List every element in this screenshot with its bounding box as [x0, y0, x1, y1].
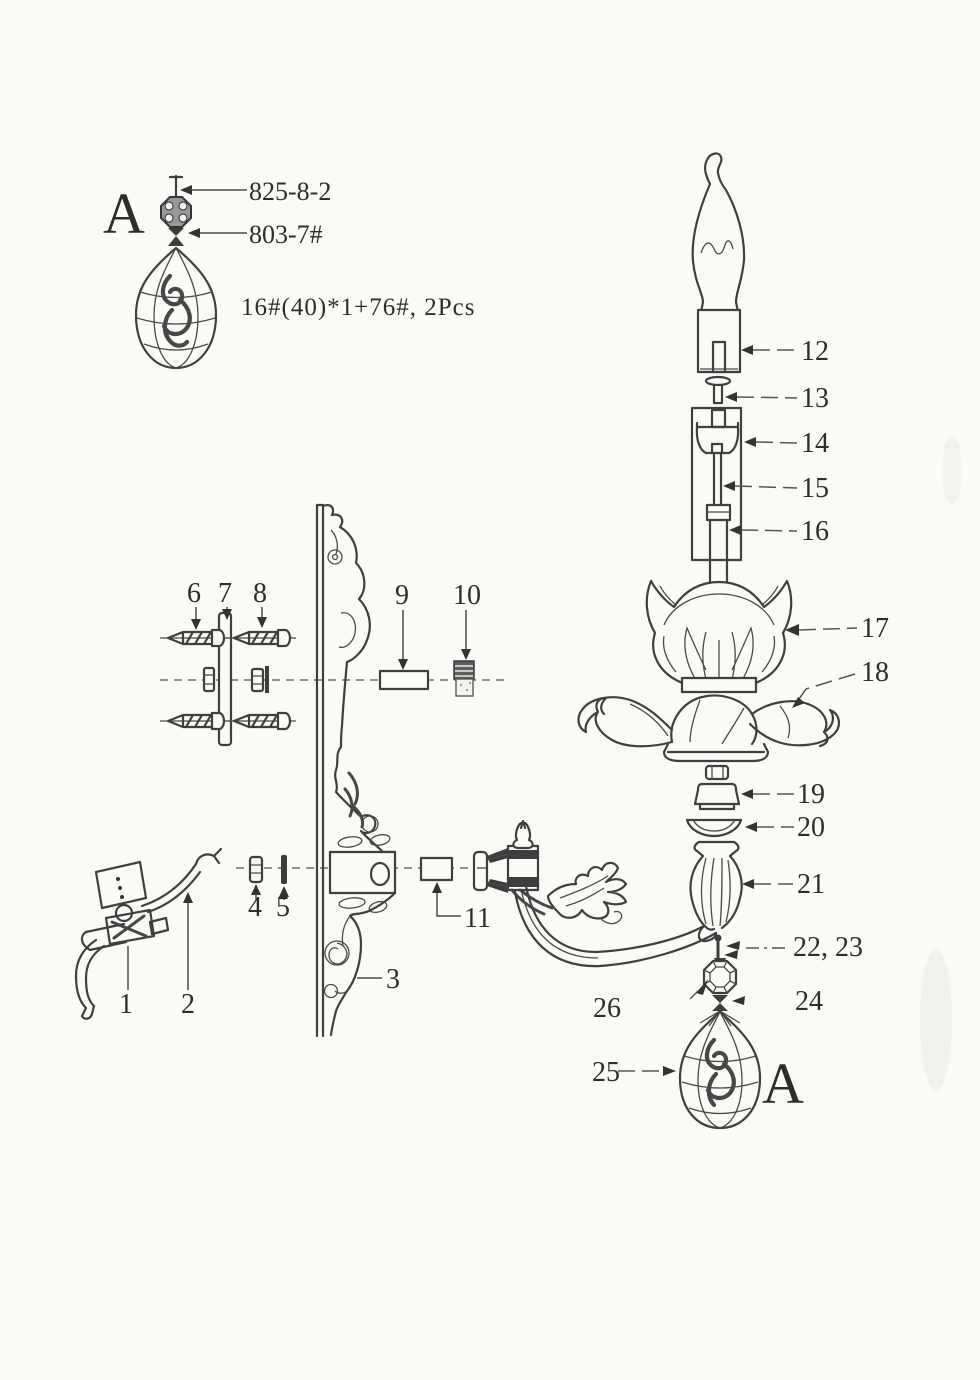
leader-line — [756, 442, 797, 443]
leader-line — [737, 397, 797, 398]
finial — [513, 821, 532, 848]
mount-block — [330, 852, 395, 893]
callout-25: 25 — [592, 1057, 620, 1088]
leader-21 — [742, 879, 793, 889]
vase-outline — [690, 842, 741, 930]
callout-2: 2 — [181, 989, 195, 1020]
cage-latitudes — [137, 292, 215, 350]
callout-14: 14 — [801, 428, 829, 459]
cap-dome — [695, 784, 739, 804]
screw-head — [706, 377, 730, 385]
scroll-detail — [329, 916, 350, 993]
detail-a-marker: A — [103, 181, 145, 246]
nut-4 — [248, 857, 262, 923]
dot — [120, 895, 124, 899]
dot — [118, 886, 122, 890]
wood-screw-6b — [160, 713, 230, 729]
pendant-cage-detail — [136, 248, 216, 368]
leader-19 — [741, 789, 794, 799]
coupling-nut-small — [706, 766, 728, 779]
pin-825-icon — [170, 176, 182, 196]
end-plate — [474, 852, 487, 890]
scroll-eye — [328, 550, 342, 564]
speckle — [460, 684, 462, 686]
wall-connector — [474, 821, 552, 914]
crystal-button-825-icon — [161, 197, 191, 227]
leader-line — [799, 628, 857, 630]
leader-16 — [729, 525, 797, 535]
callout-15: 15 — [801, 473, 829, 504]
arrowhead — [725, 392, 737, 402]
socket-band — [508, 850, 538, 859]
leader-17 — [785, 624, 857, 636]
acanthus-leaf — [548, 863, 626, 919]
cylinder-9 — [380, 671, 428, 689]
callout-8: 8 — [253, 578, 267, 609]
leader-825 — [180, 185, 247, 195]
leader-line — [735, 486, 797, 488]
arrowhead — [191, 619, 201, 630]
pendant-cage-25 — [618, 1011, 804, 1128]
arrowhead — [398, 659, 408, 670]
callout-18: 18 — [861, 657, 889, 688]
scan-smudge — [920, 950, 952, 1090]
callout-803: 803-7# — [249, 220, 323, 249]
screw-13 — [706, 377, 730, 403]
pin-5 — [276, 855, 290, 923]
leader-15 — [723, 481, 797, 491]
washer-20 — [687, 820, 741, 836]
speckle — [469, 682, 471, 684]
center-mound — [671, 696, 756, 744]
leader-line — [806, 674, 855, 689]
cage-scroll-ornament — [707, 1040, 734, 1105]
arrowhead — [257, 617, 267, 628]
callout-17: 17 — [861, 613, 889, 644]
cap-19 — [695, 784, 739, 809]
callout-20: 20 — [797, 812, 825, 843]
bulb-outline — [693, 153, 744, 312]
wood-screw-6 — [160, 630, 230, 646]
hook-upper-arm — [142, 849, 221, 912]
slot — [339, 897, 366, 910]
callout-16: 16 — [801, 516, 829, 547]
callout-11: 11 — [464, 903, 491, 934]
wood-screw-8b — [226, 713, 296, 729]
arrowhead — [745, 822, 757, 832]
crystal-button-24 — [690, 958, 736, 999]
leader-12 — [741, 345, 797, 355]
detail-a-ref-marker: A — [762, 1051, 804, 1116]
candle-bulb — [693, 153, 744, 312]
backplate-3 — [317, 505, 400, 1036]
arrowhead — [724, 950, 738, 959]
callout-9: 9 — [395, 580, 409, 611]
wood-screw-8 — [226, 630, 296, 646]
callout-4: 4 — [248, 892, 262, 923]
bracket-plate — [96, 862, 146, 908]
leader-line — [799, 689, 806, 699]
leader-8 — [257, 607, 267, 628]
dish-tray — [664, 744, 768, 761]
callout-6: 6 — [187, 578, 201, 609]
leader-25 — [618, 1066, 676, 1076]
leader-13 — [725, 392, 797, 402]
callout-13: 13 — [801, 383, 829, 414]
cage-scroll-ornament — [163, 276, 190, 346]
mounting-hardware — [160, 578, 481, 745]
hook-lower-curve — [76, 940, 104, 1019]
arrow-tail — [690, 991, 698, 999]
sleeve — [252, 669, 263, 691]
octagon-outline — [704, 961, 736, 993]
callout-19: 19 — [797, 779, 825, 810]
scroll-eye — [333, 555, 338, 560]
callout-5: 5 — [276, 892, 290, 923]
right-leaf — [750, 701, 839, 746]
callout-825: 825-8-2 — [249, 177, 332, 206]
bowtie — [712, 995, 728, 1003]
arrowhead — [792, 697, 805, 708]
arrowhead — [742, 879, 754, 889]
vase-flutes — [702, 858, 731, 926]
spec-note: 16#(40)*1+76#, 2Pcs — [241, 294, 476, 321]
leader-9 — [398, 610, 408, 670]
arrowhead — [188, 228, 200, 238]
arrowhead — [180, 185, 192, 195]
arrowhead — [741, 345, 753, 355]
arrowhead — [432, 882, 442, 893]
leader-6 — [191, 607, 201, 630]
screws-22-23 — [715, 935, 790, 960]
callout-3: 3 — [386, 964, 400, 995]
leader-2 — [183, 892, 193, 990]
arrowhead — [732, 996, 745, 1005]
leaf-dish-18 — [579, 696, 839, 761]
facet — [165, 214, 173, 222]
cage-latitudes — [682, 1056, 758, 1114]
arrowhead — [663, 1066, 676, 1076]
facet — [179, 202, 187, 210]
backplate-front-edge — [317, 505, 323, 1036]
vase-21 — [690, 842, 741, 930]
arrowhead — [726, 941, 740, 950]
leader-10 — [461, 610, 471, 660]
leader-line — [741, 530, 797, 531]
washer-bar — [265, 666, 269, 693]
cylinder-11 — [421, 858, 452, 880]
acanthus-ruffle — [345, 773, 363, 827]
callout-10: 10 — [453, 580, 481, 611]
arrowhead — [183, 892, 193, 903]
bowtie-connector-803-icon — [168, 236, 184, 246]
slot — [337, 835, 362, 848]
callout-7: 7 — [218, 578, 232, 609]
pin — [281, 855, 287, 884]
detail-a-view — [103, 176, 475, 368]
leader-803 — [188, 228, 247, 238]
sleeve — [204, 668, 214, 691]
speckle — [466, 689, 468, 691]
leader-line — [437, 893, 461, 916]
callout-12: 12 — [801, 336, 829, 367]
arm-26 — [515, 863, 716, 1024]
bowtie-connector-803-icon — [168, 228, 184, 236]
callout-21: 21 — [797, 869, 825, 900]
callout-1: 1 — [119, 989, 133, 1020]
bulb-filament — [701, 241, 733, 254]
arm-curve — [515, 886, 716, 966]
left-leaf — [579, 697, 672, 746]
bowtie — [712, 1003, 728, 1011]
facet — [165, 202, 173, 210]
bobeche-17 — [647, 581, 791, 692]
coupling-nut — [250, 857, 262, 882]
arrowhead — [741, 789, 753, 799]
nut — [706, 766, 728, 779]
callout-24: 24 — [795, 986, 823, 1017]
leader-18 — [792, 674, 855, 708]
arrowhead — [744, 437, 756, 447]
callout-22-23: 22, 23 — [793, 932, 863, 963]
dot — [116, 877, 120, 881]
arrowhead — [461, 649, 471, 660]
pin-head — [715, 935, 722, 942]
slot — [369, 833, 391, 847]
scan-smudge — [942, 436, 962, 504]
bobeche-base — [682, 678, 756, 692]
bowtie-connector-lower — [712, 995, 745, 1011]
facet — [179, 214, 187, 222]
socket-12 — [698, 310, 740, 372]
leader-20 — [745, 822, 794, 832]
callout-26: 26 — [593, 993, 621, 1024]
ornament-arch — [331, 530, 355, 647]
socket-band — [508, 877, 538, 887]
screw-stem — [714, 385, 722, 403]
washer-inner — [693, 820, 735, 831]
stud-body — [456, 679, 473, 696]
leader-14 — [744, 437, 797, 447]
threaded-stud-10 — [454, 661, 474, 696]
